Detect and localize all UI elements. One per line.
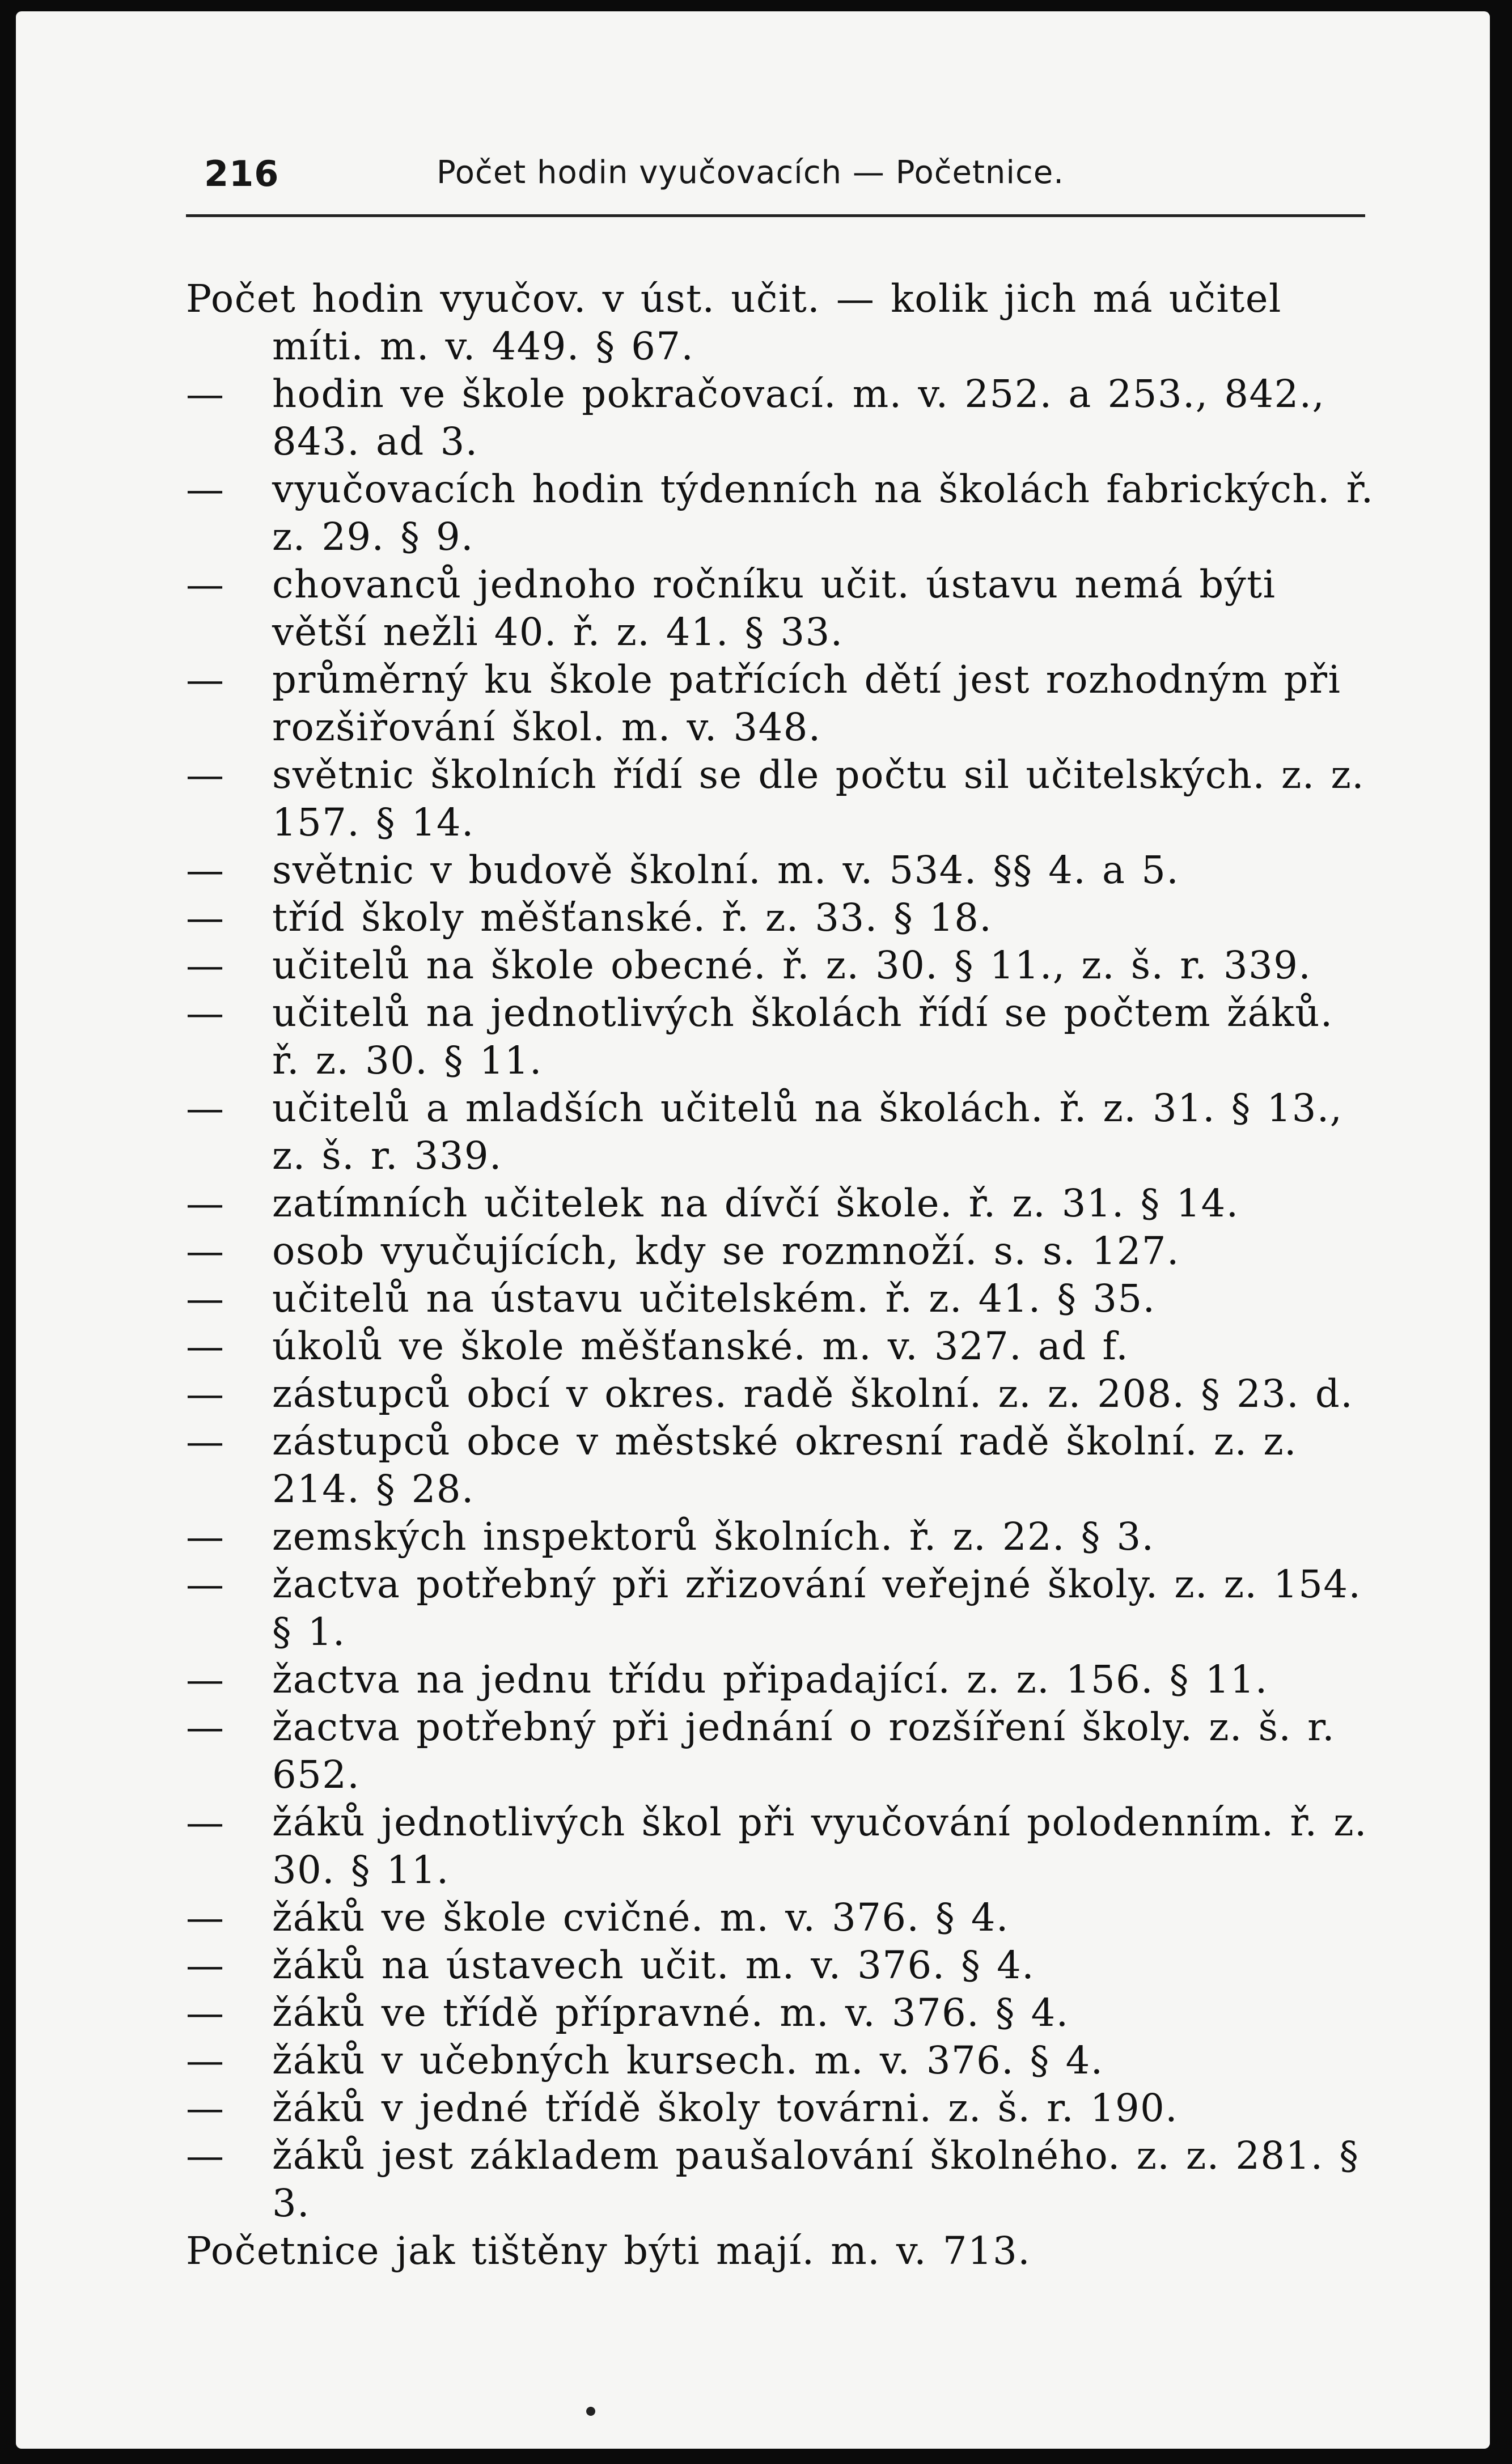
entry-text: úkolů ve škole měšťanské. m. v. 327. ad f. [272, 1324, 1129, 1368]
entry-text: zemských inspektorů školních. ř. z. 22. § 3. [272, 1515, 1155, 1559]
index-subentry [186, 2037, 1377, 2084]
entry-dash: — [186, 1657, 225, 1702]
entry-text: žáků na ústavech učit. m. v. 376. § 4. [272, 1943, 1035, 1987]
index-subentry [186, 1322, 1377, 1370]
ink-speck [586, 2407, 595, 2416]
entry-dash: — [186, 562, 225, 607]
entry-dash: — [186, 753, 225, 797]
running-title: Počet hodin vyučovacích — Početnice. [437, 154, 1065, 191]
index-subentry [186, 1227, 1377, 1275]
entry-text: zástupců obce v městské okresní radě školní. z. z. 214. § 28. [272, 1419, 1297, 1511]
entry-text: učitelů na jednotlivých školách řídí se počtem žáků. ř. z. 30. § 11. [272, 991, 1333, 1083]
entry-text: učitelů a mladších učitelů na školách. ř. z. 31. § 13., z. š. r. 339. [272, 1086, 1343, 1178]
entry-text: zástupců obcí v okres. radě školní. z. z. 208. § 23. d. [272, 1372, 1354, 1416]
index-subentry [186, 1275, 1377, 1322]
index-subentry [186, 2132, 1377, 2227]
index-subentry [186, 894, 1377, 942]
entry-dash: — [186, 896, 225, 940]
entry-dash: — [186, 1419, 225, 1464]
entry-text: vyučovacích hodin týdenních na školách fabrických. ř. z. 29. § 9. [272, 467, 1374, 559]
entry-dash: — [186, 991, 225, 1035]
entry-text: žáků jest základem paušalování školného. z. z. 281. § 3. [272, 2134, 1359, 2225]
entry-dash: — [186, 2086, 225, 2130]
entry-dash: — [186, 1324, 225, 1368]
index-subentry [186, 561, 1377, 656]
entry-text: Početnice jak tištěny býti mají. m. v. 713. [186, 2229, 1031, 2273]
entry-dash: — [186, 658, 225, 702]
entry-text: osob vyučujících, kdy se rozmnoží. s. s. 127. [272, 1229, 1180, 1273]
entry-dash: — [186, 1372, 225, 1416]
entry-text: učitelů na ústavu učitelském. ř. z. 41. § 35. [272, 1276, 1156, 1321]
index-subentry [186, 1799, 1377, 1894]
index-subentry [186, 1894, 1377, 1941]
entry-text: Počet hodin vyučov. v úst. učit. — kolik jich má učitel míti. m. v. 449. § 67. [186, 277, 1282, 368]
index-subentry [186, 1370, 1377, 1418]
entry-text: zatímních učitelek na dívčí škole. ř. z. 31. § 14. [272, 1181, 1239, 1225]
index-subentry [186, 1560, 1377, 1656]
entry-dash: — [186, 1276, 225, 1321]
index-subentry [186, 1989, 1377, 2037]
entry-dash: — [186, 1229, 225, 1273]
entry-text: žáků jednotlivých škol při vyučování polodenním. ř. z. 30. § 11. [272, 1800, 1367, 1892]
index-entries [186, 275, 1377, 2275]
entry-dash: — [186, 1991, 225, 2035]
entry-dash: — [186, 1562, 225, 1606]
entry-text: žactva na jednu třídu připadající. z. z. 156. § 11. [272, 1657, 1268, 1702]
index-subentry [186, 751, 1377, 846]
entry-dash: — [186, 2134, 225, 2178]
entry-text: žáků ve třídě přípravné. m. v. 376. § 4. [272, 1991, 1069, 2035]
entry-text: světnic v budově školní. m. v. 534. §§ 4. a 5. [272, 848, 1180, 892]
entry-dash: — [186, 2038, 225, 2083]
entry-dash: — [186, 1943, 225, 1987]
index-subentry [186, 989, 1377, 1084]
page-header [186, 153, 1365, 198]
entry-text: žactva potřebný při jednání o rozšíření školy. z. š. r. 652. [272, 1705, 1336, 1797]
entry-dash: — [186, 467, 225, 511]
index-subentry [186, 2084, 1377, 2132]
entry-text: tříd školy měšťanské. ř. z. 33. § 18. [272, 896, 993, 940]
entry-dash: — [186, 1895, 225, 1940]
index-subentry [186, 370, 1377, 465]
index-subentry [186, 1180, 1377, 1227]
entry-dash: — [186, 372, 225, 416]
entry-text: žactva potřebný při zřizování veřejné školy. z. z. 154. § 1. [272, 1562, 1362, 1654]
index-entry-main [186, 275, 1377, 370]
header-rule [186, 214, 1365, 217]
entry-dash: — [186, 1515, 225, 1559]
index-subentry [186, 1418, 1377, 1513]
index-entry-main [186, 2227, 1377, 2275]
entry-dash: — [186, 1800, 225, 1844]
entry-text: žáků v učebných kursech. m. v. 376. § 4. [272, 2038, 1104, 2083]
entry-text: světnic školních řídí se dle počtu sil učitelských. z. z. 157. § 14. [272, 753, 1365, 845]
index-subentry [186, 1084, 1377, 1180]
entry-dash: — [186, 848, 225, 892]
entry-text: hodin ve škole pokračovací. m. v. 252. a 253., 842., 843. ad 3. [272, 372, 1325, 464]
entry-text: průměrný ku škole patřících dětí jest rozhodným při rozšiřování škol. m. v. 348. [272, 658, 1341, 749]
entry-dash: — [186, 1181, 225, 1225]
entry-dash: — [186, 1086, 225, 1130]
page-number: 216 [204, 153, 279, 194]
index-subentry [186, 846, 1377, 894]
entry-text: učitelů na škole obecné. ř. z. 30. § 11., z. š. r. 339. [272, 943, 1312, 987]
entry-dash: — [186, 1705, 225, 1749]
index-subentry [186, 1703, 1377, 1799]
index-subentry [186, 1513, 1377, 1560]
index-subentry [186, 1941, 1377, 1989]
index-subentry [186, 656, 1377, 751]
entry-text: žáků v jedné třídě školy továrni. z. š. r. 190. [272, 2086, 1179, 2130]
index-subentry [186, 942, 1377, 989]
index-subentry [186, 465, 1377, 561]
book-page [16, 11, 1490, 2449]
entry-dash: — [186, 943, 225, 987]
entry-text: žáků ve škole cvičné. m. v. 376. § 4. [272, 1895, 1009, 1940]
entry-text: chovanců jednoho ročníku učit. ústavu nemá býti větší nežli 40. ř. z. 41. § 33. [272, 562, 1276, 654]
index-subentry [186, 1656, 1377, 1703]
